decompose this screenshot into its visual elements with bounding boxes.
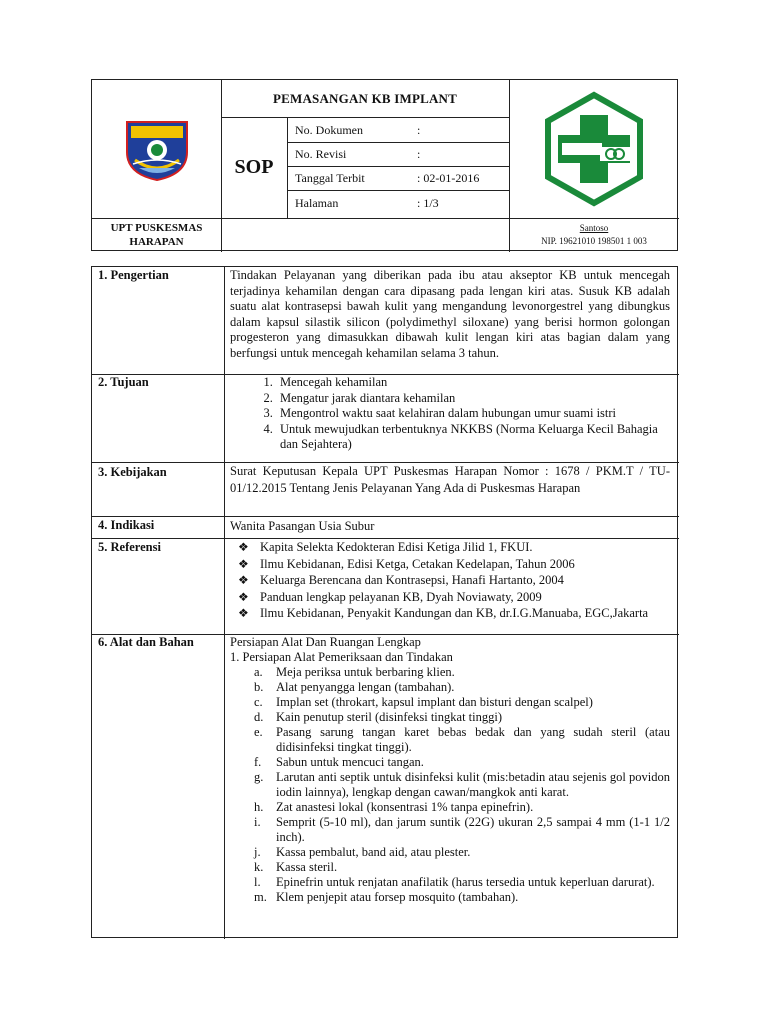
list-item: ❖ Panduan lengkap pelayanan KB, Dyah Noviawaty, 2009 xyxy=(238,590,670,606)
doc-number-row xyxy=(287,118,509,142)
list-item xyxy=(230,845,670,860)
signer-name: Santoso xyxy=(579,223,609,233)
list-item-marker: a. xyxy=(254,665,263,679)
section-list-referensi xyxy=(230,540,670,623)
list-item: ❖ Ilmu Kebidanan, Penyakit Kandungan dan KB, dr.I.G.Manuaba, EGC,Jakarta xyxy=(238,606,670,622)
sop-content-table xyxy=(91,266,678,938)
issue-date-label: Tanggal Terbit xyxy=(295,171,365,185)
list-item xyxy=(230,800,670,815)
section-content-alat xyxy=(230,635,670,905)
revision-row xyxy=(287,142,509,166)
section-list-tujuan xyxy=(230,375,670,453)
list-item-marker: j. xyxy=(254,845,261,859)
list-item-marker: f. xyxy=(254,755,262,769)
doc-number-label: No. Dokumen xyxy=(295,123,363,137)
section-text-pengertian: Tindakan Pelayanan yang diberikan pada ibu atau akseptor KB untuk mencegah terjadinya kehamilan dengan cara dipasang pada lengan kiri atas. Susuk KB adalah suatu alat kontrasepsi bawah kulit yang mengandung levonorgestrel yang dibungkus dalam kapsul silastik silicon (polydimethyl siloxane) yang berisi hormon golongan progesteron yang dimasukkan dibawah kulit lengan kiri atas bagian dalam yang berfungsi untuk mencegah kehamilan selama 3 tahun. xyxy=(230,268,670,360)
signer-nip: NIP. 19621010 198501 1 003 xyxy=(541,236,647,246)
section-label-kebijakan: 3. Kebijakan xyxy=(98,465,167,479)
sop-header-table xyxy=(91,79,678,251)
list-item xyxy=(230,680,670,695)
list-item-marker: c. xyxy=(254,695,263,709)
revision-value: : xyxy=(417,147,421,161)
list-item: ❖ Kapita Selekta Kedokteran Edisi Ketiga Jilid 1, FKUI. xyxy=(238,540,670,556)
list-item-text: Pasang sarung tangan karet bebas bedak dan yang sudah steril (atau didisinfeksi tingkat tinggi). xyxy=(276,725,670,754)
list-item-marker: m. xyxy=(254,890,267,904)
section-text-indikasi: Wanita Pasangan Usia Subur xyxy=(230,519,375,533)
list-item-text: Alat penyangga lengan (tambahan). xyxy=(276,680,455,694)
list-item-marker: e. xyxy=(254,725,263,739)
list-item xyxy=(230,710,670,725)
puskesmas-logo xyxy=(509,80,679,218)
list-item-text: Kassa steril. xyxy=(276,860,338,874)
list-item: 4. Untuk mewujudkan terbentuknya NKKBS (Norma Keluarga Kecil Bahagia dan Sejahtera) xyxy=(276,422,670,453)
list-item: 2. Mengatur jarak diantara kehamilan xyxy=(276,391,670,407)
list-item xyxy=(230,890,670,905)
list-item xyxy=(230,695,670,710)
list-item xyxy=(230,815,670,845)
list-item-text: Epinefrin untuk renjatan anafilatik (harus tersedia untuk keperluan darurat). xyxy=(276,875,655,889)
section-label-referensi: 5. Referensi xyxy=(98,540,161,554)
list-item xyxy=(230,755,670,770)
list-item: ❖ Keluarga Berencana dan Kontrasepsi, Hanafi Hartanto, 2004 xyxy=(238,573,670,589)
list-item xyxy=(230,665,670,680)
page-label: Halaman xyxy=(295,196,339,210)
list-item-marker: b. xyxy=(254,680,264,694)
list-item-text: Kain penutup steril (disinfeksi tingkat tinggi) xyxy=(276,710,503,724)
section-label-indikasi: 4. Indikasi xyxy=(98,518,155,532)
sop-label: SOP xyxy=(234,156,274,178)
list-item: ❖ Ilmu Kebidanan, Edisi Ketga, Cetakan Kedelapan, Tahun 2006 xyxy=(238,557,670,573)
list-item-marker: d. xyxy=(254,710,264,724)
list-item-text: Klem penjepit atau forsep mosquito (tambahan). xyxy=(276,890,519,904)
section-label-tujuan: 2. Tujuan xyxy=(98,375,149,389)
section-label-alat: 6. Alat dan Bahan xyxy=(98,635,194,649)
list-item-text: Zat anastesi lokal (konsentrasi 1% tanpa epinefrin). xyxy=(276,800,534,814)
section-label-pengertian: 1. Pengertian xyxy=(98,268,169,282)
revision-label: No. Revisi xyxy=(295,147,347,161)
doc-number-value: : xyxy=(417,123,421,137)
section-text-kebijakan: Surat Keputusan Kepala UPT Puskesmas Harapan Nomor : 1678 / PKM.T / TU-01/12.2015 Tentang Jenis Pelayanan Yang Ada di Puskesmas Harapan xyxy=(230,464,670,495)
list-item-text: Kassa pembalut, band aid, atau plester. xyxy=(276,845,471,859)
list-item-marker: k. xyxy=(254,860,264,874)
page-row xyxy=(287,191,509,215)
regional-crest-logo xyxy=(92,80,221,218)
document-title: PEMASANGAN KB IMPLANT xyxy=(272,91,458,106)
crest-icon xyxy=(121,116,193,182)
list-item-text: Implan set (throkart, kapsul implant dan bisturi dengan scalpel) xyxy=(276,695,593,709)
list-item-text: Larutan anti septik untuk disinfeksi kulit (mis:betadin atau sejenis gol povidon iodin lainnya), lengkap dengan cawan/mangkok anti karat. xyxy=(276,770,670,799)
organization-line-1: UPT PUSKESMAS xyxy=(110,222,203,234)
issue-date-value: : 02-01-2016 xyxy=(417,171,480,185)
alat-item-list xyxy=(230,665,670,905)
issue-date-row xyxy=(287,166,509,190)
list-item: 1. Mencegah kehamilan xyxy=(276,375,670,391)
list-item-text: Semprit (5-10 ml), dan jarum suntik (22G) ukuran 2,5 sampai 4 mm (1-1 1/2 inch). xyxy=(276,815,670,844)
list-item-marker: l. xyxy=(254,875,261,889)
list-item: 3. Mengontrol waktu saat kelahiran dalam hubungan umur suami istri xyxy=(276,406,670,422)
alat-intro: Persiapan Alat Dan Ruangan Lengkap xyxy=(230,635,421,649)
page-value: : 1/3 xyxy=(417,196,439,210)
list-item xyxy=(230,875,670,890)
list-item xyxy=(230,860,670,875)
list-item xyxy=(230,770,670,800)
organization-line-2: HARAPAN xyxy=(129,236,184,248)
list-item-marker: h. xyxy=(254,800,264,814)
organization-name xyxy=(92,218,221,252)
list-item-text: Meja periksa untuk berbaring klien. xyxy=(276,665,455,679)
list-item xyxy=(230,725,670,755)
puskesmas-cross-icon xyxy=(536,91,652,207)
list-item-marker: i. xyxy=(254,815,261,829)
signer-block xyxy=(509,218,679,252)
list-item-marker: g. xyxy=(254,770,264,784)
list-item-text: Sabun untuk mencuci tangan. xyxy=(276,755,424,769)
alat-subheading: 1. Persiapan Alat Pemeriksaan dan Tindakan xyxy=(230,650,453,664)
